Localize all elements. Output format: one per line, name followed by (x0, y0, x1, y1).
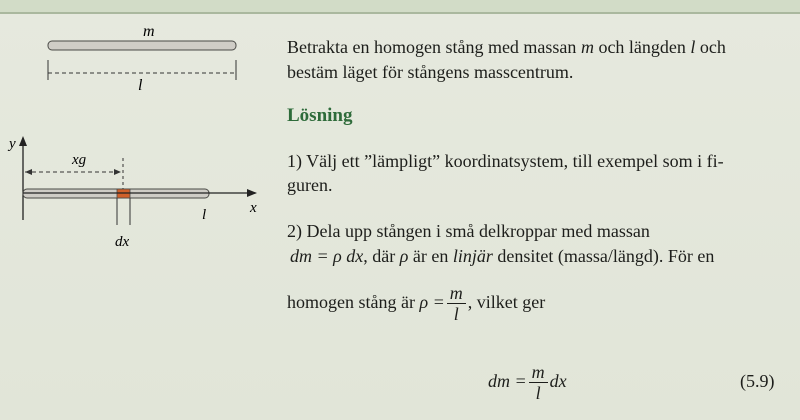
y-axis-label: y (9, 136, 16, 152)
l-label: l (202, 207, 207, 223)
coordinate-figure (5, 130, 280, 260)
step2-line-1: 2) Dela upp stången i små delkroppar med massan (287, 221, 650, 241)
equation-5-9: dm = $\frac{m}{l}$ dx (488, 362, 567, 404)
step2-line-2: dm = ρ dx, där ρ är en linjär densitet (massa/längd). För en (290, 246, 715, 266)
equation-number: (5.9) (740, 371, 775, 391)
section-heading: Lösning (287, 105, 353, 126)
rod-figure (30, 20, 290, 120)
intro-line-2: bestäm läget för stångens masscentrum. (287, 62, 574, 82)
dx-label: dx (115, 234, 130, 250)
x-axis-label: x (250, 200, 257, 216)
step3-line: homogen stång är ρ = $\frac{m}{l}$ , vilket ger (287, 283, 546, 325)
step1-line-2: guren. (287, 175, 333, 195)
step1-line-1: 1) Välj ett ”lämpligt” koordinatsystem, till exempel som i fi- (287, 151, 724, 171)
rod-length-label: l (138, 77, 143, 94)
intro-line-1: Betrakta en homogen stång med massan m och längden l och (287, 37, 726, 57)
rod (48, 41, 236, 50)
rho-fraction: $\frac{m}{l}$ (447, 283, 466, 324)
page-top-band (0, 0, 800, 14)
xg-label: xg (72, 152, 87, 168)
equation-fraction: $\frac{m}{l}$ (529, 362, 548, 403)
rod-mass-label: m (143, 23, 155, 40)
